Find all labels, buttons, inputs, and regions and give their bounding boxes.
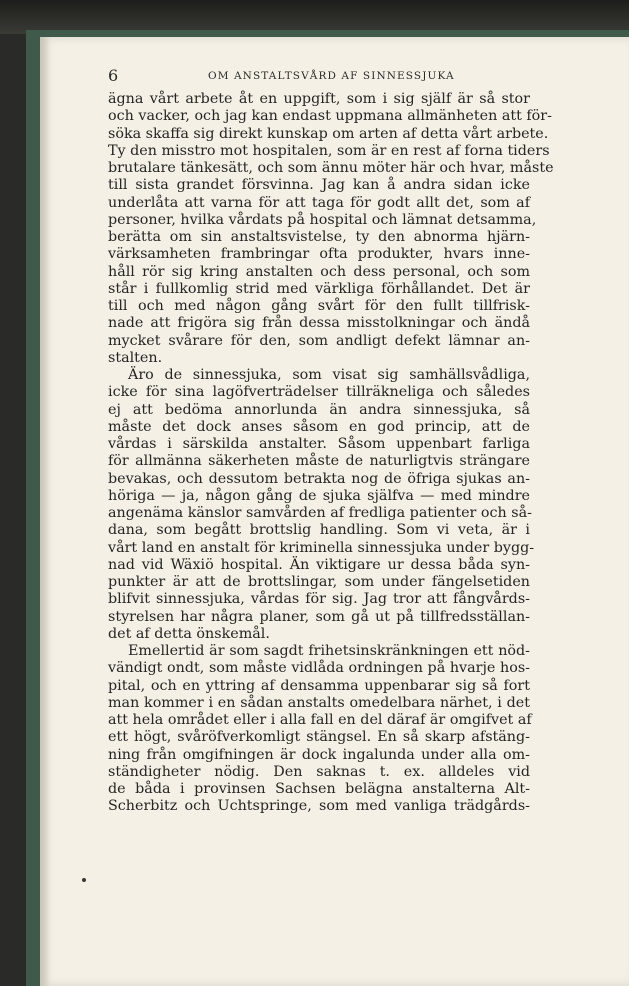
text-line: de båda i provinsen Sachsen belägna anstalterna Alt- <box>108 781 530 797</box>
text-line: man kommer i en sådan anstalts omedelbara närhet, i det <box>108 694 530 711</box>
text-line: ej att bedöma annorlunda än andra sinnessjuka, så <box>108 401 530 418</box>
text-line: vårt land en anstalt för kriminella sinnessjuka under bygg- <box>108 539 535 556</box>
text-line: blifvit sinnessjuka, vårdas för sig. Jag tror att fångvårds- <box>108 591 530 608</box>
text-line: stalten. <box>108 349 163 366</box>
text-line: ägna vårt arbete åt en uppgift, som i sig själf är så stor <box>108 91 530 107</box>
text-line: ning från omgifningen är dock ingalunda under alla om- <box>108 746 530 763</box>
text-line: angenäma känslor samvården af fredliga patienter och så- <box>108 505 532 521</box>
scan-background-top <box>0 0 629 34</box>
page-number: 6 <box>108 66 119 85</box>
text-line: nad vid Wäxiö hospital. Än viktigare ur dessa båda syn- <box>108 556 530 573</box>
text-line: icke för sina lagöfverträdelser tillräkneliga och således <box>108 384 530 401</box>
paragraph-start: Äro de sinnessjuka, som visat sig samhällsvådliga, <box>128 367 530 383</box>
text-line: underlåta att varna för att taga för godt allt det, som af <box>108 194 530 211</box>
text-line: dana, som begått brottslig handling. Som vi veta, är i <box>108 522 530 539</box>
text-line: nade att frigöra sig från dessa misstolkningar och ändå <box>108 315 530 332</box>
text-line: måste det dock anses såsom en god princip, att de <box>108 418 530 435</box>
text-line: mycket svårare för den, som andligt defekt lämnar an- <box>108 332 530 349</box>
text-line: ett högt, svåröfverkomligt stängsel. En så skarp afstäng- <box>108 729 530 746</box>
text-line: punkter är att de brottslingar, som under fängelsetiden <box>108 574 530 590</box>
text-line: det af detta önskemål. <box>108 625 270 642</box>
text-line: till och med någon gång svårt för den fullt tillfrisk- <box>108 298 530 314</box>
text-line: styrelsen har några planer, som gå ut på tillfredsställan- <box>108 608 530 625</box>
text-line: vändigt ondt, som måste vidlåda ordningen på hvarje hos- <box>108 660 530 677</box>
text-line: Ty den misstro mot hospitalen, som är en rest af forna tiders <box>108 142 550 159</box>
text-line: personer, hvilka vårdats på hospital och lämnat detsamma, <box>108 211 537 228</box>
text-line: pital, och en yttring af densamma uppenbarar sig så fort <box>108 677 530 694</box>
text-line: står i fullkomlig strid med värkliga förhållandet. Det är <box>108 280 530 297</box>
text-line: Scherbitz och Uchtspringe, som med vanliga trädgårds- <box>108 798 530 815</box>
page-header <box>108 66 530 88</box>
text-line: vårdas i särskilda anstalter. Såsom uppenbart farliga <box>108 436 530 452</box>
text-line: håll rör sig kring anstalten och dess personal, och som <box>108 263 530 280</box>
text-line: ständigheter nödig. Den saknas t. ex. alldeles vid <box>108 763 530 780</box>
text-line: bevakas, och dessutom betrakta nog de öfriga sjukas an- <box>108 470 530 487</box>
body-text <box>108 91 554 816</box>
running-head: OM ANSTALTSVÅRD AF SINNESSJUKA <box>208 70 455 82</box>
text-line: för allmänna säkerheten måste de naturligtvis strängare <box>108 453 530 470</box>
text-line: att hela området eller i alla fall en del däraf är omgifvet af <box>108 712 532 728</box>
text-line: söka skaffa sig direkt kunskap om arten af detta vårt arbete. <box>108 125 549 142</box>
text-line: till sista grandet försvinna. Jag kan å andra sidan icke <box>108 177 530 194</box>
page-gutter-shadow <box>40 37 50 986</box>
paragraph-start: Emellertid är som sagdt frihetsinskränkningen ett nöd- <box>128 643 530 659</box>
text-line: brutalare tänkesätt, och som ännu möter här och hvar, måste <box>108 160 554 176</box>
text-line: höriga — ja, någon gång de sjuka själfva — med mindre <box>108 487 530 504</box>
text-line: och vacker, och jag kan endast uppmana allmänheten att för- <box>108 108 552 125</box>
text-line: berätta om sin anstaltsvistelse, ty den abnorma hjärn- <box>108 229 530 245</box>
text-line: värksamheten frambringar ofta produkter, hvars inne- <box>108 246 530 263</box>
page-mark <box>82 878 86 882</box>
